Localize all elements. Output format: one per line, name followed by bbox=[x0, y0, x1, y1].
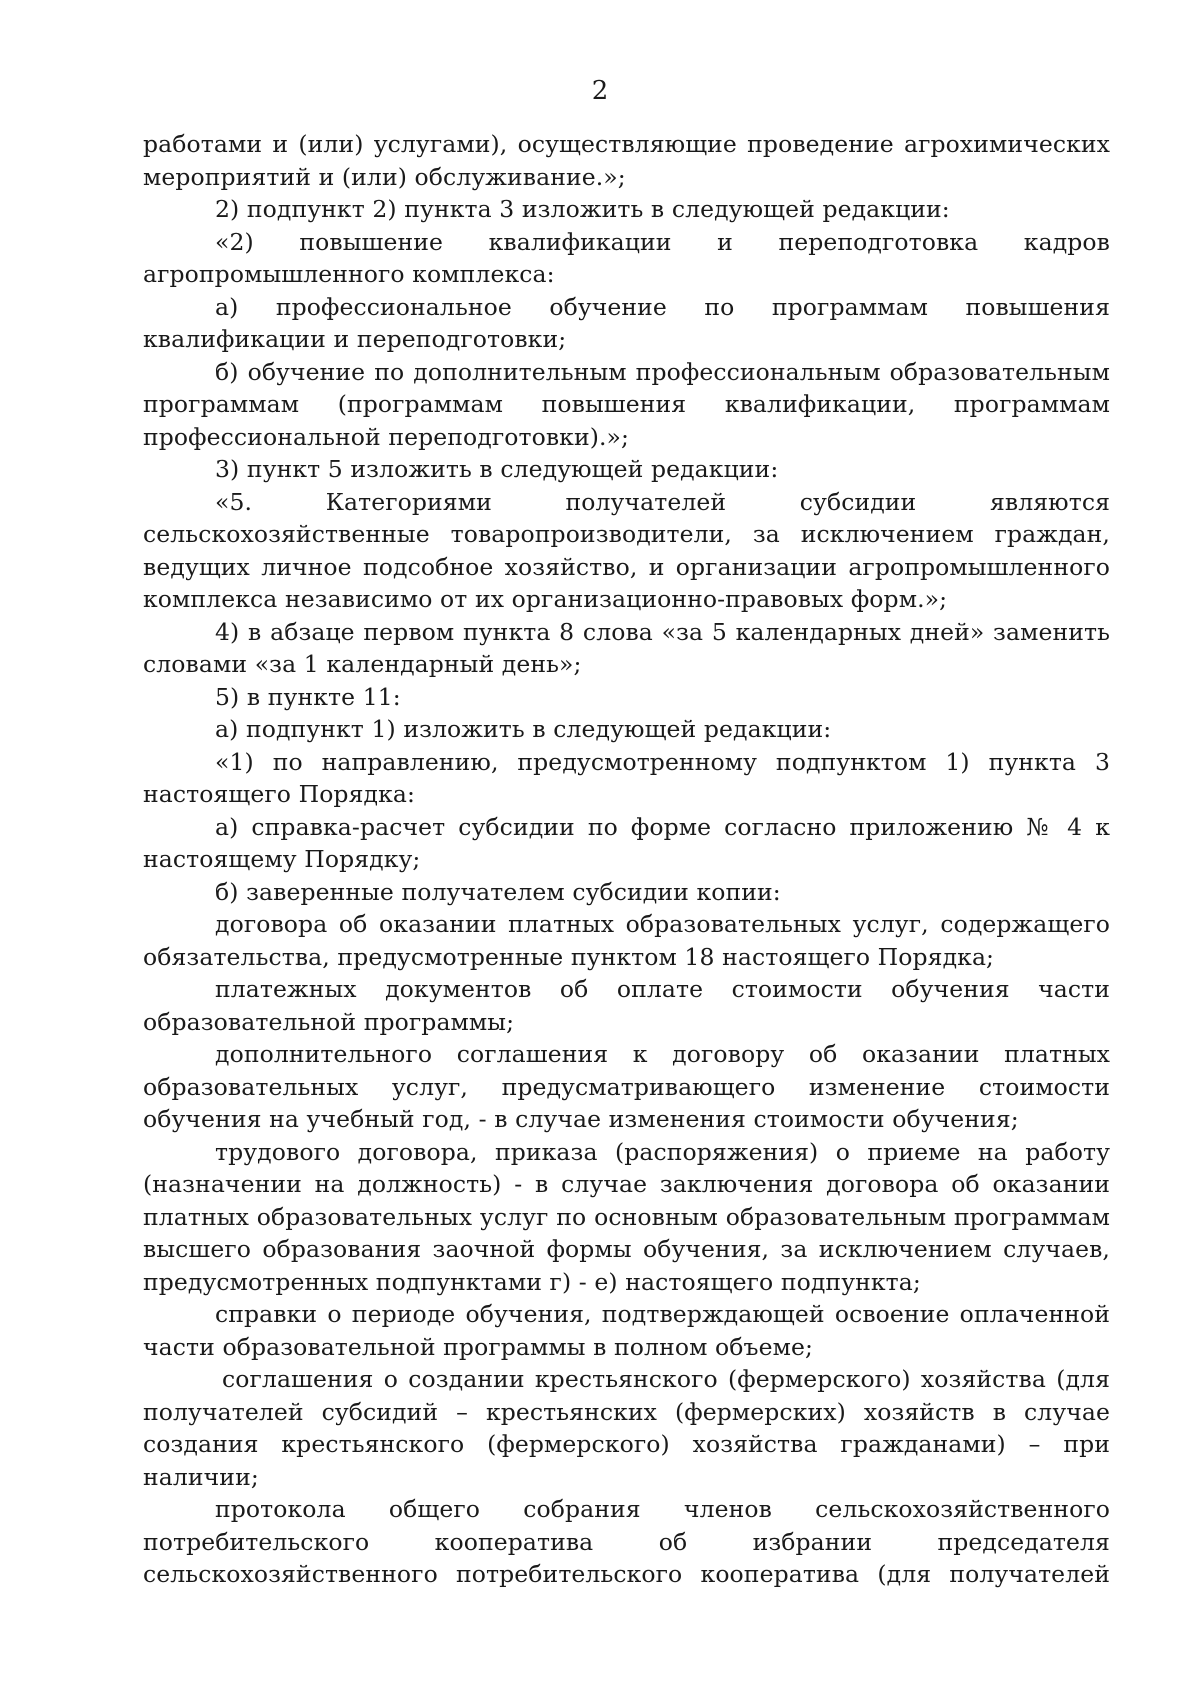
paragraph-item-5: 5) в пункте 11: bbox=[215, 682, 401, 711]
paragraph-item-3: 3) пункт 5 изложить в следующей редакции: bbox=[215, 455, 779, 483]
paragraph-additional-agreement: дополнительного соглашения к договору об оказании платных образовательных услуг, предусматривающего изменение стоимости обучения на учебный год, - в случае изменения стоимости обучения; bbox=[143, 1040, 1110, 1133]
paragraph-protocol: протокола общего собрания членов сельскохозяйственного потребительского кооператива об избрании председателя сельскохозяйственного потребительского кооператива (для получателей bbox=[143, 1495, 1110, 1588]
paragraph-labor-contract: трудового договора, приказа (распоряжения) о приеме на работу (назначении на должность) - в случае заключения договора об оказании платных образовательных услуг по основным образовательным программам высшего образования заочной формы обучения, за исключением случаев, предусмотренных подпунктами г) - е) настоящего подпункта; bbox=[143, 1137, 1110, 1296]
document-body bbox=[143, 128, 1110, 1591]
paragraph-item-2: 2) подпункт 2) пункта 3 изложить в следующей редакции: bbox=[215, 195, 950, 223]
paragraph-payment-docs: платежных документов об оплате стоимости обучения части образовательной программы; bbox=[143, 975, 1110, 1036]
paragraph-sub-b-2: б) заверенные получателем субсидии копии: bbox=[215, 877, 781, 906]
paragraph-sub-a-2: а) подпункт 1) изложить в следующей редакции: bbox=[215, 715, 832, 743]
paragraph-contract: договора об оказании платных образовательных услуг, содержащего обязательства, предусмотренные пунктом 18 настоящего Порядка; bbox=[143, 910, 1110, 971]
paragraph-item-4: 4) в абзаце первом пункта 8 слова «за 5 календарных дней» заменить словами «за 1 календарный день»; bbox=[143, 617, 1110, 678]
paragraph-sub-a-3: а) справка-расчет субсидии по форме согласно приложению № 4 к настоящему Порядку; bbox=[143, 812, 1110, 873]
paragraph-sub-b: б) обучение по дополнительным профессиональным образовательным программам (программам повышения квалификации, программам профессиональной переподготовки).»; bbox=[143, 357, 1110, 451]
paragraph-quote-1: «1) по направлению, предусмотренному подпунктом 1) пункта 3 настоящего Порядка: bbox=[143, 747, 1110, 808]
paragraph-quote-5: «5. Категориями получателей субсидии являются сельскохозяйственные товаропроизводители, за исключением граждан, ведущих личное подсобное хозяйство, и организации агропромышленного комплекса независимо от их организационно-правовых форм.»; bbox=[143, 487, 1110, 613]
page-number: 2 bbox=[591, 76, 609, 106]
paragraph-study-certificate: справки о периоде обучения, подтверждающей освоение оплаченной части образовательной программы в полном объеме; bbox=[143, 1300, 1110, 1361]
paragraph-continuation: работами и (или) услугами), осуществляющие проведение агрохимических мероприятий и (или) обслуживание.»; bbox=[143, 130, 1110, 191]
paragraph-quote-2: «2) повышение квалификации и переподготовка кадров агропромышленного комплекса: bbox=[143, 227, 1110, 288]
paragraph-sub-a: а) профессиональное обучение по программам повышения квалификации и переподготовки; bbox=[143, 292, 1110, 353]
paragraph-farm-agreement: соглашения о создании крестьянского (фермерского) хозяйства (для получателей субсидий – крестьянских (фермерских) хозяйств в случае создания крестьянского (фермерского) хозяйства гражданами) – при наличии; bbox=[143, 1365, 1110, 1491]
